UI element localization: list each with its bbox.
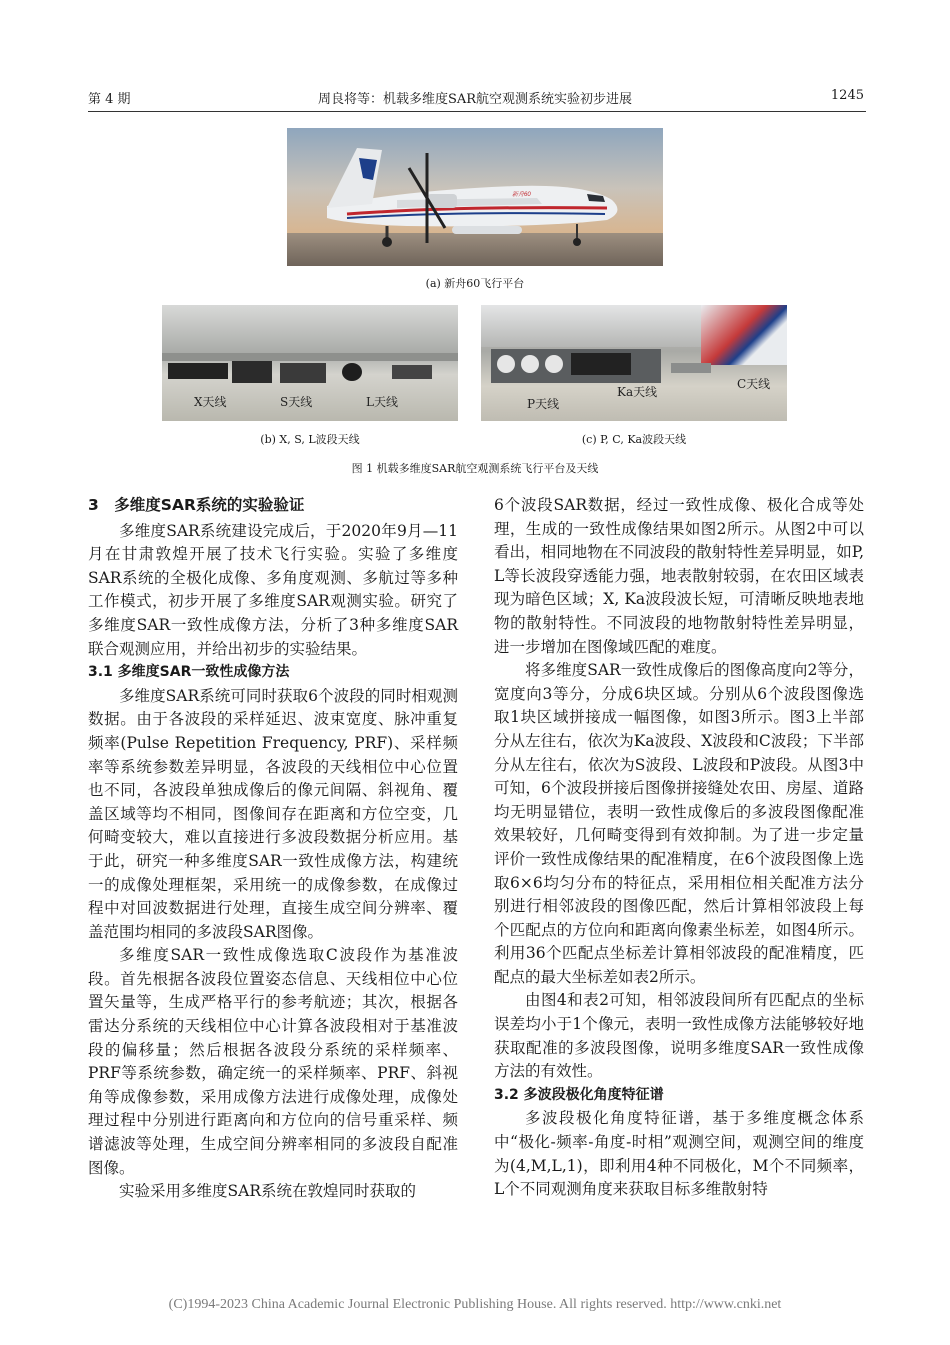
- label-c-antenna: C天线: [737, 377, 771, 391]
- label-l-antenna: L天线: [366, 395, 398, 409]
- caption-c: (c) P, C, Ka波段天线: [581, 433, 687, 446]
- header-page-number: 1245: [830, 88, 864, 103]
- subsection-3-1-heading: 3.1 多维度SAR一致性成像方法: [88, 664, 290, 681]
- label-ka-antenna: Ka天线: [617, 385, 658, 399]
- aircraft-livery-text: 新舟60: [512, 192, 531, 198]
- figure-1-caption: 图 1 机载多维度SAR航空观测系统飞行平台及天线: [351, 462, 599, 475]
- paragraph: 多维度SAR一致性成像选取C波段作为基准波段。首先根据各波段位置姿态信息、天线相位中心位置矢量等，生成严格平行的参考航迹；其次，根据各雷达分系统的天线相位中心计算各波段相对于基准波段的偏移量；然后根据各波段分系统的采样频率、PRF等系统参数，确定统一的采样频率、PRF、斜视角等成像参数，采用成像方法进行成像处理，成像处理过程中分别进行距离向和方位向的信号重采样、频谱滤波等处理，生成空间分辨率相同的多波段自配准图像。: [88, 946, 458, 1177]
- label-s-antenna: S天线: [280, 395, 313, 409]
- paragraph: 实验采用多维度SAR系统在敦煌同时获取的: [119, 1182, 416, 1201]
- label-x-antenna: X天线: [194, 395, 227, 409]
- right-column: [494, 494, 864, 1202]
- copyright-footer: (C)1994-2023 China Academic Journal Electronic Publishing House. All rights reserved. http://www.cnki.net: [168, 1297, 782, 1312]
- aircraft-illustration: [287, 128, 663, 266]
- section-3-heading: 3 多维度SAR系统的实验验证: [88, 496, 305, 514]
- header-rule: [88, 111, 866, 112]
- figure-b-antenna-photo: [162, 305, 458, 421]
- paragraph: 由图4和表2可知，相邻波段间所有匹配点的坐标误差均小于1个像元，表明一致性成像方法能够较好地获取配准的多波段图像，说明多维度SAR一致性成像方法的有效性。: [494, 991, 864, 1081]
- paragraph: 多维度SAR系统建设完成后，于2020年9月—11月在甘肃敦煌开展了技术飞行实验。实验了多维度SAR系统的全极化成像、多角度观测、多航过等多种工作模式，初步开展了多维度SAR观测实验。研究了多维度SAR一致性成像方法，分析了3种多维度SAR联合观测应用，并给出初步的实验结果。: [88, 521, 458, 658]
- header-title: 周良将等：机载多维度SAR航空观测系统实验初步进展: [317, 92, 633, 107]
- paragraph: 6个波段SAR数据，经过一致性成像、极化合成等处理，生成的一致性成像结果如图2所示。从图2中可以看出，相同地物在不同波段的散射特性差异明显，如P, L等长波段穿透能力强，地表散射较弱，在农田区域表现为暗色区域；X, Ka波段波长短，可清晰反映地表地物的散射特性。不同波段的地物散射特性差异明显，进一步增加在图像域匹配的难度。: [494, 496, 864, 656]
- caption-b: (b) X, S, L波段天线: [260, 433, 360, 446]
- figure-a-aircraft-photo: [287, 128, 663, 266]
- header-issue: 第 4 期: [88, 92, 131, 107]
- caption-a: (a) 新舟60飞行平台: [425, 277, 525, 290]
- paragraph: 多波段极化角度特征谱，基于多维度概念体系中“极化-频率-角度-时相”观测空间，观测空间的维度为(4,M,L,1)，即利用4种不同极化，M个不同频率，L个不同观测角度来获取目标多维散射特: [494, 1109, 864, 1199]
- figure-c-antenna-photo: [481, 305, 787, 421]
- left-column: [88, 494, 458, 1204]
- paragraph: 将多维度SAR一致性成像后的图像高度向2等分，宽度向3等分，分成6块区域。分别从6个波段图像选取1块区域拼接成一幅图像，如图3所示。图3上半部分从左往右，依次为Ka波段、X波段和C波段；下半部分从左往右，依次为S波段、L波段和P波段。从图3中可知，6个波段拼接后图像拼接缝处农田、房屋、道路均无明显错位，表明一致性成像后的多波段图像配准效果较好，几何畸变得到有效抑制。为了进一步定量评价一致性成像结果的配准精度，在6个波段图像上选取6×6均匀分布的特征点，采用相位相关配准方法分别进行相邻波段的图像匹配，然后计算相邻波段上每个匹配点的方位向和距离向像素坐标差，如图4所示。利用36个匹配点坐标差计算相邻波段的配准精度，匹配点的最大坐标差如表2所示。: [494, 661, 864, 986]
- subsection-3-2-heading: 3.2 多波段极化角度特征谱: [494, 1086, 664, 1103]
- paragraph: 多维度SAR系统可同时获取6个波段的同时相观测数据。由于各波段的采样延迟、波束宽度、脉冲重复频率(Pulse Repetition Frequency, PRF)、采样频率等系统参数差异明显，各波段的天线相位中心位置也不同，各波段单独成像后的像元间隔、斜视角、覆盖区域等均不相同，图像间存在距离和方位空变，几何畸变较大，难以直接进行多波段数据分析应用。基于此，研究一种多维度SAR一致性成像方法，构建统一的成像处理框架，采用统一的成像参数，在成像过程中对回波数据进行处理，直接生成空间分辨率、覆盖范围均相同的多波段SAR图像。: [88, 686, 458, 941]
- label-p-antenna: P天线: [527, 397, 560, 411]
